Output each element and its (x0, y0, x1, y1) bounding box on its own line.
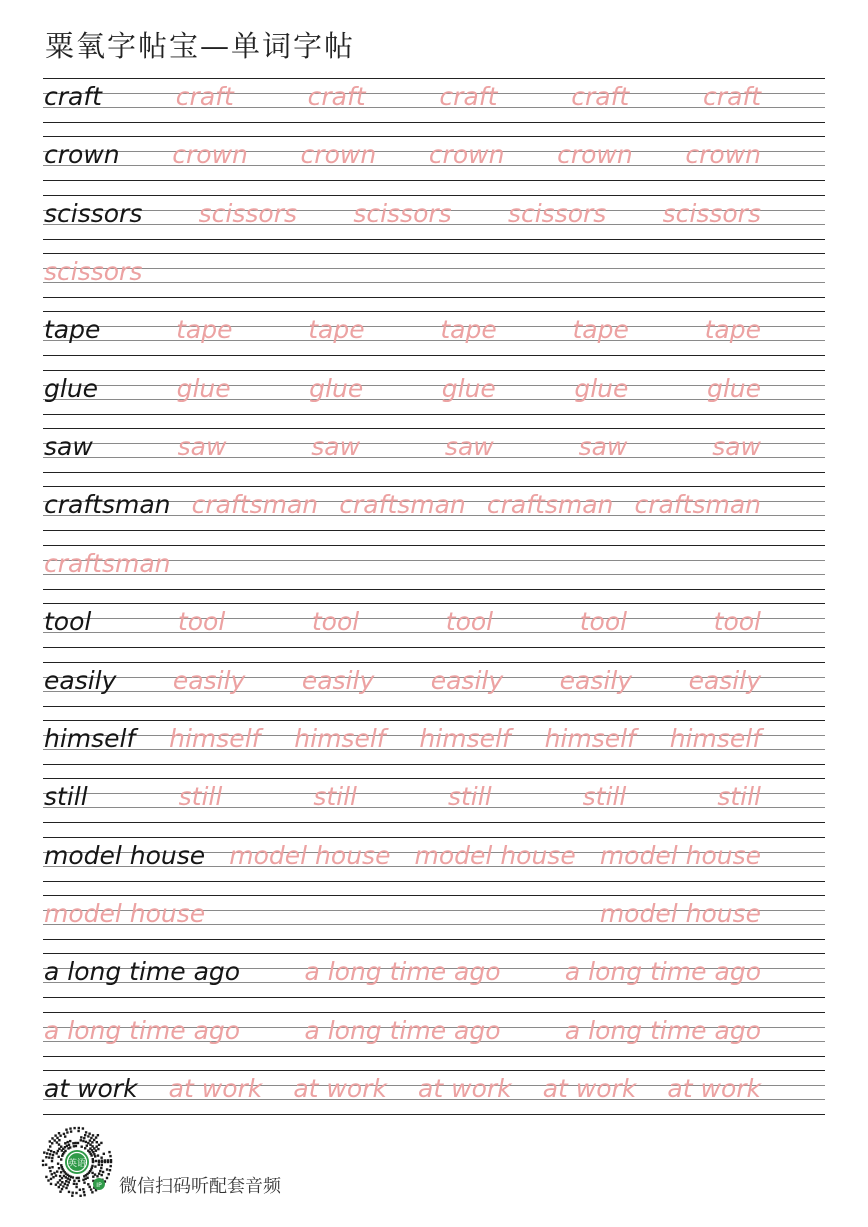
baseline-rule (43, 662, 825, 663)
trace-word: scissors (44, 257, 143, 287)
baseline-rule (43, 1070, 825, 1071)
baseline-rule (43, 589, 825, 590)
trace-word: a long time ago (44, 1015, 241, 1045)
trace-word: at work (542, 1073, 637, 1103)
trace-word: scissors (662, 198, 761, 228)
trace-word: model house (229, 840, 391, 870)
model-word: a long time ago (44, 957, 241, 987)
trace-word: craftsman (44, 548, 171, 578)
trace-word: scissors (198, 198, 298, 228)
baseline-rule (43, 1056, 825, 1057)
baseline-rule (43, 720, 825, 721)
trace-word: still (313, 782, 357, 812)
baseline-rule (43, 778, 825, 779)
trace-word: easily (172, 665, 246, 695)
baseline-rule (43, 939, 825, 940)
trace-word: tool (311, 607, 360, 637)
baseline-rule (43, 530, 825, 531)
trace-word: easily (301, 665, 375, 695)
trace-word: saw (177, 432, 227, 462)
baseline-rule (43, 486, 825, 487)
trace-word: tape (572, 315, 629, 345)
footer-caption: 微信扫码听配套音频 (119, 1176, 281, 1197)
trace-word: glue (176, 373, 231, 403)
model-word: still (44, 782, 88, 812)
trace-word: a long time ago (304, 1015, 501, 1045)
trace-word: tool (579, 607, 628, 637)
trace-word: himself (544, 723, 636, 753)
trace-word: tool (445, 607, 494, 637)
trace-word: easily (688, 665, 761, 695)
trace-word: craftsman (339, 490, 466, 520)
trace-word: tool (713, 607, 761, 637)
baseline-rule (43, 1012, 825, 1013)
baseline-rule (43, 180, 825, 181)
trace-word: model house (599, 840, 761, 870)
guide-rule (43, 268, 825, 269)
model-word: glue (44, 373, 99, 403)
baseline-rule (43, 764, 825, 765)
baseline-rule (43, 414, 825, 415)
trace-word: crown (300, 140, 377, 170)
trace-word: saw (578, 432, 628, 462)
trace-word: saw (311, 432, 361, 462)
baseline-rule (43, 78, 825, 79)
baseline-rule (43, 953, 825, 954)
trace-word: himself (294, 723, 386, 753)
trace-word: craft (307, 82, 366, 111)
trace-word: craftsman (634, 490, 761, 520)
trace-word: craft (175, 82, 234, 111)
baseline-rule (43, 545, 825, 546)
trace-word: still (717, 782, 761, 812)
page-title: 粟氧字帖宝—单词字帖 (45, 29, 356, 63)
baseline-rule (43, 370, 825, 371)
baseline-rule (43, 1114, 825, 1115)
baseline-rule (43, 253, 825, 254)
trace-word: scissors (507, 198, 607, 228)
trace-word: a long time ago (564, 1015, 761, 1045)
trace-word: a long time ago (564, 957, 761, 987)
trace-word: easily (559, 665, 633, 695)
trace-word: glue (441, 373, 496, 403)
guide-rule (43, 457, 825, 458)
trace-word: crown (428, 140, 505, 170)
guide-rule (43, 282, 825, 283)
trace-word: a long time ago (304, 957, 501, 987)
trace-word: himself (669, 723, 761, 753)
badge-text: 英语 (67, 1159, 87, 1169)
trace-word: craftsman (191, 490, 319, 520)
trace-word: at work (667, 1073, 761, 1103)
trace-word: glue (574, 373, 629, 403)
trace-word: craft (703, 82, 761, 111)
baseline-rule (43, 647, 825, 648)
baseline-rule (43, 895, 825, 896)
trace-word: still (447, 782, 492, 812)
model-word: at work (44, 1073, 138, 1103)
footer (41, 1126, 361, 1201)
trace-word: model house (599, 898, 761, 928)
trace-word: craft (439, 82, 498, 111)
trace-word: crown (685, 140, 761, 170)
model-word: model house (44, 840, 206, 870)
trace-word: crown (557, 140, 633, 170)
model-word: tool (44, 607, 92, 637)
trace-word: scissors (353, 198, 452, 228)
trace-word: saw (712, 432, 761, 462)
trace-word: at work (418, 1073, 512, 1103)
baseline-rule (43, 195, 825, 196)
trace-word: tape (308, 315, 365, 345)
model-word: scissors (44, 198, 143, 228)
guide-rule (43, 443, 825, 444)
trace-word: tape (176, 315, 233, 345)
trace-word: still (582, 782, 627, 812)
qr-code-icon (41, 1126, 113, 1198)
trace-word: craftsman (486, 490, 614, 520)
trace-word: tape (440, 315, 497, 345)
baseline-rule (43, 311, 825, 312)
trace-word: at work (168, 1073, 263, 1103)
trace-word: glue (309, 373, 364, 403)
trace-word: model house (414, 840, 576, 870)
baseline-rule (43, 881, 825, 882)
trace-word: still (178, 782, 223, 812)
trace-word: craft (571, 82, 630, 111)
trace-word: glue (706, 373, 761, 403)
trace-word: tape (704, 315, 761, 345)
trace-word: easily (430, 665, 504, 695)
guide-rule (43, 793, 825, 794)
baseline-rule (43, 297, 825, 298)
guide-rule (43, 618, 825, 619)
guide-rule (43, 807, 825, 808)
trace-word: at work (293, 1073, 387, 1103)
model-word: craftsman (44, 490, 171, 520)
baseline-rule (43, 603, 825, 604)
trace-word: saw (444, 432, 494, 462)
baseline-rule (43, 355, 825, 356)
model-word: crown (44, 140, 120, 170)
baseline-rule (43, 706, 825, 707)
baseline-rule (43, 239, 825, 240)
trace-word: himself (169, 723, 261, 753)
model-word: himself (44, 723, 136, 753)
baseline-rule (43, 837, 825, 838)
guide-rule (43, 632, 825, 633)
model-word: saw (44, 432, 93, 462)
baseline-rule (43, 822, 825, 823)
baseline-rule (43, 428, 825, 429)
badge-sub-text: IP (96, 1182, 102, 1189)
baseline-rule (43, 136, 825, 137)
trace-word: model house (44, 898, 206, 928)
model-word: tape (44, 315, 101, 345)
baseline-rule (43, 997, 825, 998)
baseline-rule (43, 122, 825, 123)
trace-word: himself (419, 723, 511, 753)
model-word: easily (44, 665, 117, 695)
trace-word: tool (177, 607, 226, 637)
baseline-rule (43, 472, 825, 473)
trace-word: crown (172, 140, 248, 170)
model-word: craft (44, 82, 102, 111)
